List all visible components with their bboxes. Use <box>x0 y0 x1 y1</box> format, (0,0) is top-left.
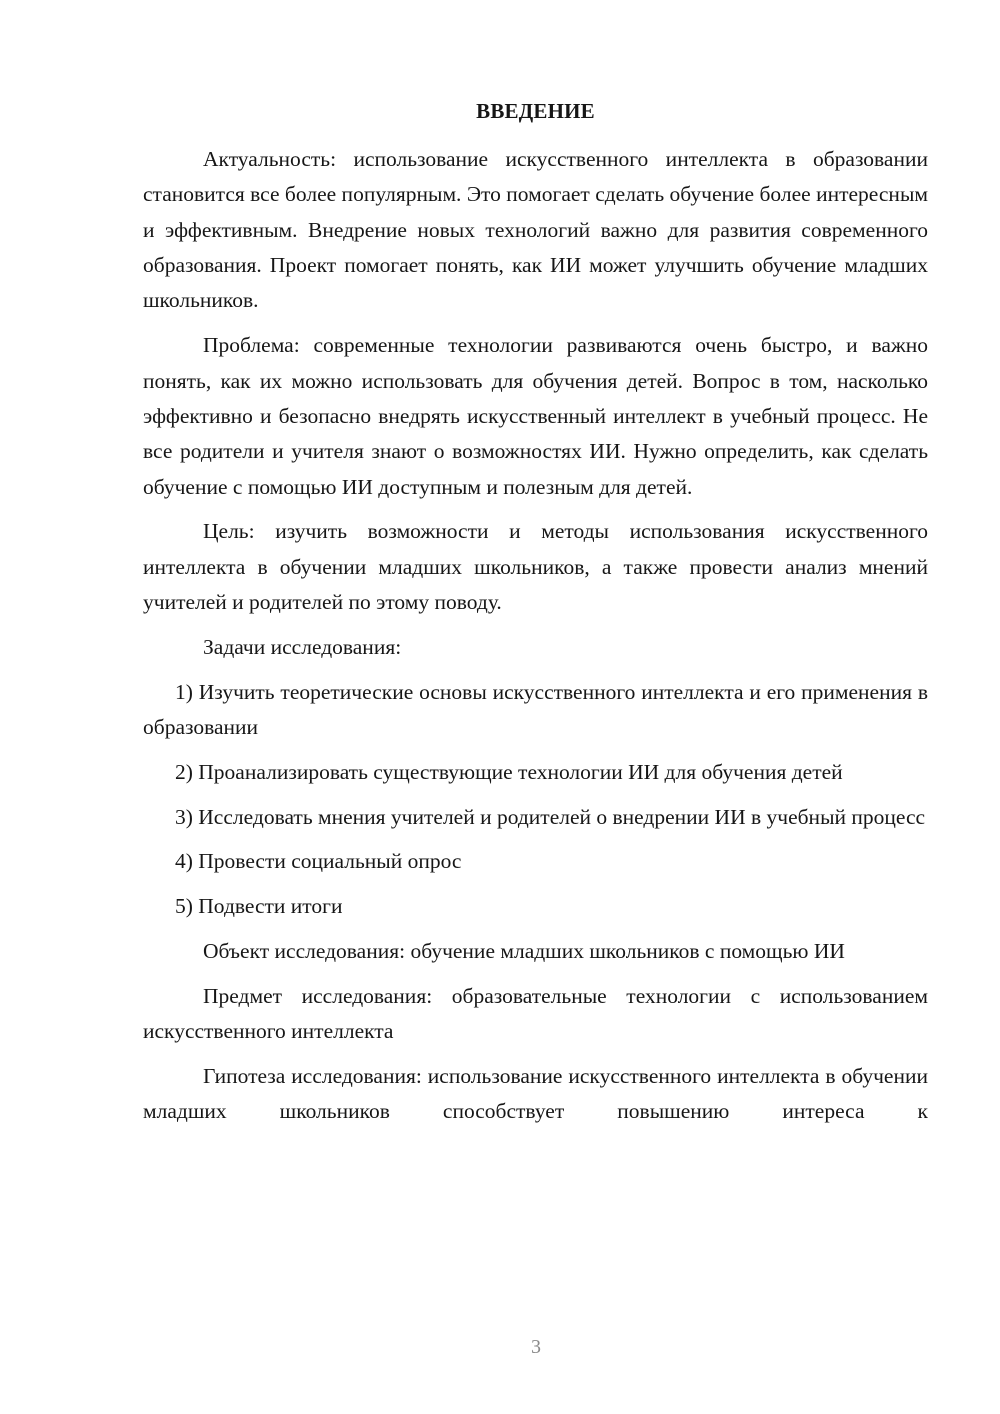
task-item: 1) Изучить теоретические основы искусственного интеллекта и его применения в образовании <box>143 679 928 739</box>
task-item: 3) Исследовать мнения учителей и родителей о внедрении ИИ в учебный процесс <box>175 804 926 829</box>
task-item: 5) Подвести итоги <box>175 894 343 919</box>
tasks-heading: Задачи исследования: <box>203 634 402 659</box>
problem-paragraph: Проблема: современные технологии развиваются очень быстро, и важно понять, как их можно использовать для обучения детей. Вопрос в том, насколько эффективно и безопасно внедрять искусственный интеллект в учебный процесс. Не все родители и учителя знают о возможностях ИИ. Нужно определить, как сделать обучение с помощью ИИ доступным и полезным для детей. <box>143 333 928 499</box>
page-number: 3 <box>531 1336 541 1358</box>
subject-paragraph: Предмет исследования: образовательные технологии с использованием искусственного интеллекта <box>143 983 928 1044</box>
section-title: ВВЕДЕНИЕ <box>476 99 595 123</box>
object-paragraph: Объект исследования: обучение младших школьников с помощью ИИ <box>203 938 845 963</box>
relevance-paragraph: Актуальность: использование искусственного интеллекта в образовании становится все более популярным. Это помогает сделать обучение более интересным и эффективным. Внедрение новых технологий важно для развития современного образования. Проект помогает понять, как ИИ может улучшить обучение младших школьников. <box>143 147 928 313</box>
goal-paragraph: Цель: изучить возможности и методы использования искусственного интеллекта в обучении младших школьников, а также провести анализ мнений учителей и родителей по этому поводу. <box>143 519 928 615</box>
document-body <box>143 142 928 1129</box>
hypothesis-paragraph: Гипотеза исследования: использование искусственного интеллекта в обучении младших школьников способствует повышению интереса к <box>143 1063 928 1124</box>
task-item: 4) Провести социальный опрос <box>175 849 462 874</box>
task-item: 2) Проанализировать существующие технологии ИИ для обучения детей <box>175 759 843 784</box>
